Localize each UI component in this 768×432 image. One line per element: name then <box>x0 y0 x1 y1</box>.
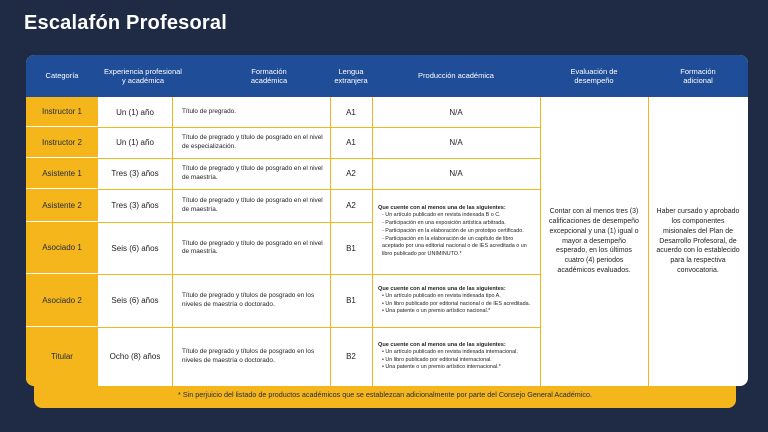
page-title: Escalafón Profesoral <box>24 12 227 34</box>
header-experiencia: Experiencia profesional y académica <box>104 66 182 85</box>
row-instructor-1-formacion: Título de pregrado. <box>182 107 236 115</box>
row-titular-experiencia: Ocho (8) años <box>109 352 161 361</box>
produccion-item: • Un libro publicado por editorial internacional. <box>378 357 536 365</box>
row-asistente-2-formacion: Título de pregrado y título de posgrado en el nivel de maestría. <box>182 197 323 213</box>
header-formacion: Formación académica <box>250 66 288 85</box>
row-asociado-1-experiencia: Seis (6) años <box>111 243 159 253</box>
produccion-group-asociado-2 <box>372 274 540 327</box>
produccion-item: - Participación en la elaboración de un capítulo de libro aceptado por una editorial nacional o de IES acreditada o un libro publicado por UNIMINUTO.* <box>378 236 536 259</box>
header-lengua: Lengua extranjera <box>334 66 368 85</box>
header-produccion: Producción académica <box>418 71 494 81</box>
row-asistente-1-produccion: N/A <box>449 169 463 178</box>
row-asociado-2-formacion: Título de pregrado y títulos de posgrado en los niveles de maestría o doctorado. <box>182 292 315 308</box>
row-asociado-2-lengua: B1 <box>346 296 356 305</box>
produccion-group-intro: Que cuente con al menos una de las siguientes: <box>378 285 506 292</box>
row-instructor-1-produccion: N/A <box>449 107 463 117</box>
row-asistente-2-experiencia: Tres (3) años <box>111 201 159 210</box>
formacion-adicional-text: Haber cursado y aprobado los componentes misionales del Plan de Desarrollo Profesoral, de acuerdo con lo establecido para la respectiva convocatoria. <box>656 208 740 274</box>
row-instructor-2-lengua: A1 <box>346 138 356 147</box>
row-asistente-1-categoria: Asistente 1 <box>26 158 98 189</box>
row-titular-lengua: B2 <box>346 352 356 361</box>
row-instructor-2-formacion: Título de pregrado y título de posgrado en el nivel de especialización. <box>182 134 323 150</box>
row-instructor-2-categoria: Instructor 2 <box>26 127 98 158</box>
produccion-item: • Una patente o un premio artístico nacional.* <box>378 308 536 316</box>
header-evaluacion: Evaluación de desempeño <box>570 66 618 85</box>
row-instructor-1-lengua: A1 <box>346 107 356 117</box>
row-asistente-1-experiencia: Tres (3) años <box>111 169 159 178</box>
row-titular-categoria: Titular <box>26 327 98 386</box>
escalafon-table <box>26 55 748 386</box>
row-titular-formacion: Título de pregrado y títulos de posgrado en los niveles de maestría o doctorado. <box>182 348 315 364</box>
header-categoria: Categoría <box>45 71 79 81</box>
produccion-item: • Un libro publicado por editorial nacional o de IES acreditada. <box>378 301 536 309</box>
produccion-item: • Una patente o un premio artístico internacional.* <box>378 364 536 372</box>
produccion-group-intro: Que cuente con al menos una de las siguientes: <box>378 341 506 348</box>
evaluacion-desempeno-text: Contar con al menos tres (3) calificaciones de desempeño excepcional y una (1) igual o mayor a desempeño esperado, en los últimos cuatro (4) periodos académicos evaluados. <box>549 208 639 274</box>
produccion-group-titular <box>372 327 540 386</box>
produccion-item: - Participación en una exposición artística arbitrada. <box>378 220 536 228</box>
produccion-item: • Un artículo publicado en revista indexada internacional. <box>378 349 536 357</box>
row-asociado-1-lengua: B1 <box>346 243 356 253</box>
table-header <box>26 55 748 97</box>
produccion-item: • Un artículo publicado en revista indexada tipo A. <box>378 293 536 301</box>
produccion-group-asistente-2-asociado-1 <box>372 189 540 274</box>
row-asociado-1-categoria: Asociado 1 <box>26 222 98 274</box>
row-instructor-1-categoria: Instructor 1 <box>26 97 98 127</box>
footnote: * Sin perjuicio del listado de productos académicos que se establezcan adicionalmente por parte del Consejo General Académico. <box>178 390 592 399</box>
produccion-group-intro: Que cuente con al menos una de las siguientes: <box>378 204 506 211</box>
row-instructor-1-experiencia: Un (1) año <box>116 107 154 117</box>
row-asociado-2-experiencia: Seis (6) años <box>111 296 159 305</box>
header-adicional: Formación adicional <box>680 66 716 85</box>
row-asistente-1-lengua: A2 <box>346 169 356 178</box>
row-asistente-1-formacion: Título de pregrado y título de posgrado en el nivel de maestría. <box>182 165 323 181</box>
row-instructor-2-experiencia: Un (1) año <box>116 138 154 147</box>
produccion-item: - Un artículo publicado en revista indexada B o C. <box>378 212 536 220</box>
row-asociado-1-formacion: Título de pregrado y título de posgrado en el nivel de maestría. <box>182 239 323 255</box>
produccion-item: - Participación en la elaboración de un prototipo certificado. <box>378 228 536 236</box>
row-instructor-2-produccion: N/A <box>449 138 463 147</box>
row-asistente-2-categoria: Asistente 2 <box>26 189 98 222</box>
row-asociado-2-categoria: Asociado 2 <box>26 274 98 327</box>
row-asistente-2-lengua: A2 <box>346 201 356 210</box>
